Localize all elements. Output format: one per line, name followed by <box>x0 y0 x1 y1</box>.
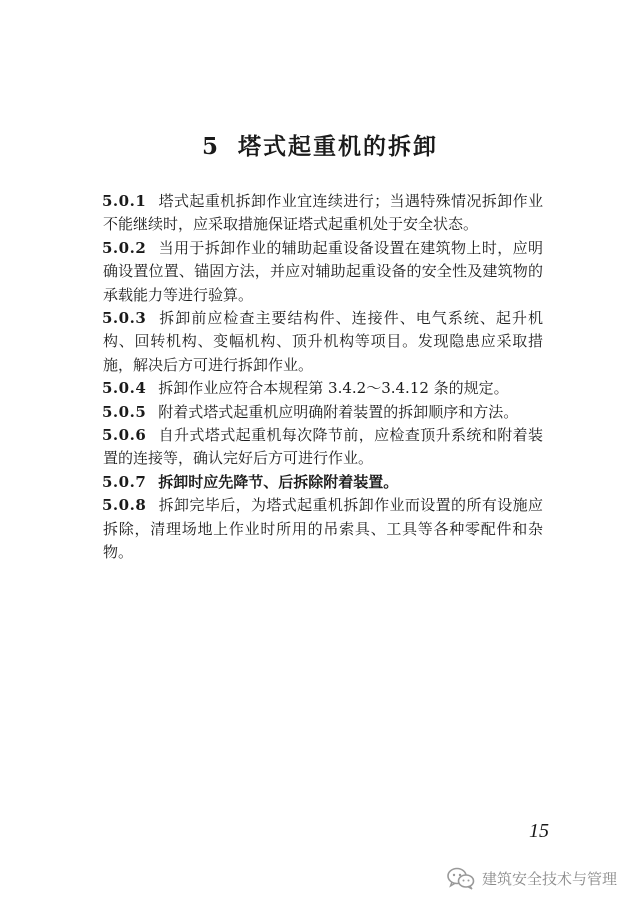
clause-text: 当用于拆卸作业的辅助起重设备设置在建筑物上时，应明确设置位置、锚固方法，并应对辅助起重设备的安全性及建筑物的承载能力等进行验算。 <box>103 238 543 304</box>
clause-text: 附着式塔式起重机应明确附着装置的拆卸顺序和方法。 <box>158 402 519 421</box>
clause-5-0-5 <box>103 401 543 424</box>
clause-5-0-4 <box>103 377 543 400</box>
clause-number: 5.0.3 <box>102 309 147 328</box>
clause-number: 5.0.5 <box>102 402 147 421</box>
clause-5-0-8 <box>103 494 543 564</box>
chapter-number: 5 <box>201 133 220 160</box>
clause-number: 5.0.4 <box>102 379 147 398</box>
clause-5-0-2 <box>103 237 543 307</box>
clause-5-0-3 <box>103 307 543 377</box>
clause-5-0-7 <box>103 471 543 494</box>
chapter-title <box>0 128 640 161</box>
clause-text: 塔式起重机拆卸作业宜连续进行；当遇特殊情况拆卸作业不能继续时，应采取措施保证塔式起重机处于安全状态。 <box>103 192 543 234</box>
wechat-icon <box>446 866 476 890</box>
page-number: 15 <box>529 820 549 842</box>
clause-list <box>103 190 543 565</box>
clause-5-0-1 <box>103 190 543 237</box>
clause-number: 5.0.7 <box>102 472 147 491</box>
clause-number: 5.0.1 <box>102 192 147 210</box>
clause-number: 5.0.2 <box>102 238 147 257</box>
clause-5-0-6 <box>103 424 543 471</box>
clause-text: 拆卸前应检查主要结构件、连接件、电气系统、起升机构、回转机构、变幅机构、顶升机构等项目。发现隐患应采取措施，解决后方可进行拆卸作业。 <box>103 309 543 374</box>
chapter-heading: 塔式起重机的拆卸 <box>238 133 438 160</box>
clause-number: 5.0.8 <box>102 496 147 515</box>
watermark-text: 建筑安全技术与管理 <box>482 869 618 888</box>
clause-text: 自升式塔式起重机每次降节前，应检查顶升系统和附着装置的连接等，确认完好后方可进行作业。 <box>103 426 543 468</box>
watermark <box>446 864 617 892</box>
clause-text: 拆卸时应先降节、后拆除附着装置。 <box>158 472 399 491</box>
clause-number: 5.0.6 <box>102 426 147 445</box>
clause-text: 拆卸完毕后，为塔式起重机拆卸作业而设置的所有设施应拆除，清理场地上作业时所用的吊索具、工具等各种零配件和杂物。 <box>103 496 543 562</box>
clause-text: 拆卸作业应符合本规程第 3.4.2～3.4.12 条的规定。 <box>158 379 509 398</box>
